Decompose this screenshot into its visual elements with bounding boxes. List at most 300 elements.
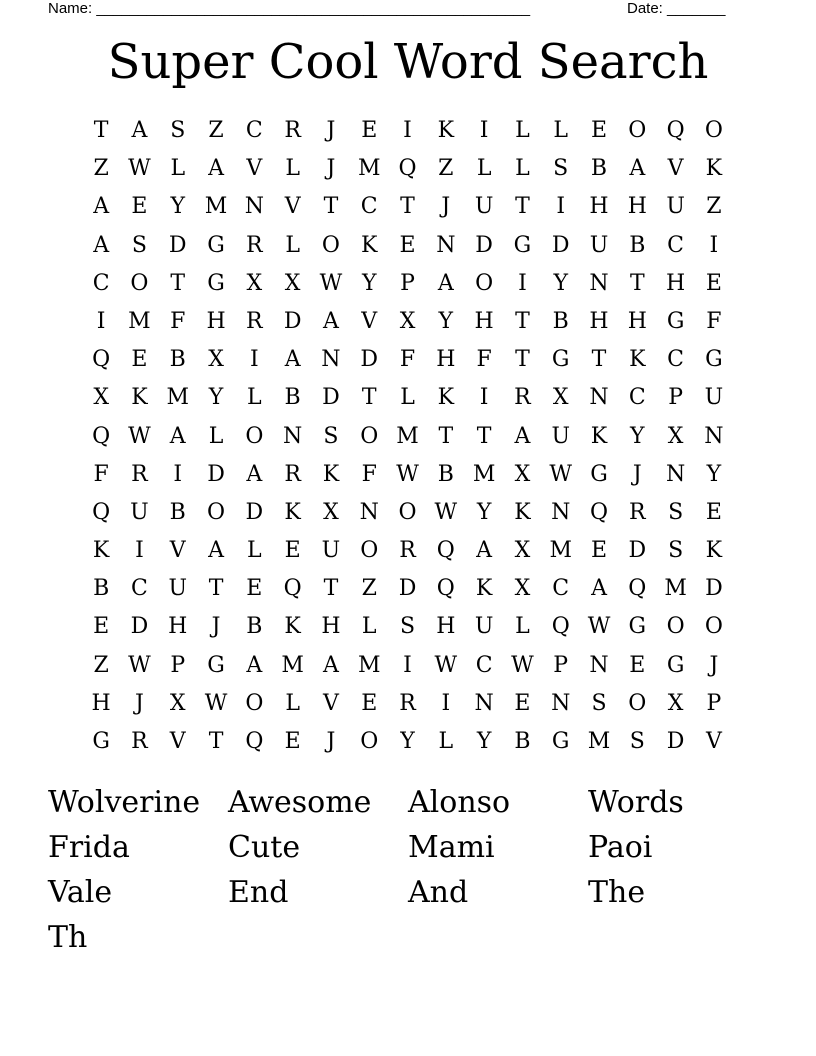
grid-cell: C bbox=[552, 576, 570, 602]
grid-cell: T bbox=[323, 576, 339, 602]
grid-cell: U bbox=[168, 576, 188, 602]
name-field: Name: ____________________________________________________ bbox=[48, 0, 531, 17]
grid-cell: M bbox=[549, 538, 572, 564]
grid-cell: R bbox=[246, 232, 263, 258]
grid-cell: D bbox=[628, 538, 647, 564]
grid-cell: G bbox=[513, 232, 532, 258]
grid-cell: I bbox=[441, 690, 451, 716]
grid-cell: H bbox=[589, 194, 609, 220]
grid-cell: J bbox=[326, 729, 336, 754]
grid-cell: T bbox=[208, 729, 224, 754]
grid-cell: N bbox=[436, 232, 456, 258]
grid-cell: N bbox=[551, 690, 571, 716]
grid-cell: I bbox=[479, 385, 489, 411]
grid-cell: E bbox=[705, 270, 722, 296]
word-list bbox=[48, 780, 768, 960]
grid-cell: Y bbox=[706, 461, 722, 487]
grid-cell: A bbox=[93, 194, 110, 220]
grid-cell: E bbox=[246, 576, 263, 602]
grid-cell: C bbox=[628, 385, 646, 411]
grid-cell: T bbox=[93, 118, 109, 143]
grid-cell: W bbox=[128, 423, 151, 449]
grid-cell: H bbox=[436, 347, 456, 373]
grid-cell: M bbox=[587, 729, 611, 754]
grid-cell: F bbox=[706, 308, 722, 334]
grid-cell: L bbox=[400, 385, 415, 411]
grid-cell: Q bbox=[436, 576, 455, 602]
grid-cell: V bbox=[705, 729, 722, 754]
grid-cell: M bbox=[281, 652, 304, 678]
grid-cell: A bbox=[169, 423, 186, 449]
word-list-item: Mami bbox=[408, 830, 495, 865]
grid-cell: J bbox=[441, 194, 451, 220]
grid-cell: U bbox=[130, 499, 149, 525]
grid-cell: D bbox=[398, 576, 417, 602]
grid-cell: W bbox=[587, 614, 611, 640]
grid-cell: K bbox=[629, 347, 646, 373]
grid-cell: D bbox=[551, 232, 570, 258]
page-title: Super Cool Word Search bbox=[107, 34, 709, 90]
grid-cell: A bbox=[322, 308, 339, 334]
grid-cell: D bbox=[245, 499, 264, 525]
grid-cell: H bbox=[321, 614, 341, 640]
grid-cell: Q bbox=[589, 499, 609, 525]
grid-cell: L bbox=[476, 156, 492, 182]
grid-cell: P bbox=[400, 270, 415, 296]
grid-cell: G bbox=[628, 614, 647, 640]
grid-cell: Q bbox=[551, 614, 570, 640]
grid-cell: T bbox=[323, 194, 339, 220]
grid-cell: E bbox=[705, 499, 722, 525]
grid-cell: H bbox=[474, 308, 494, 334]
grid-cell: X bbox=[514, 538, 531, 564]
grid-cell: Q bbox=[283, 576, 302, 602]
grid-cell: T bbox=[515, 347, 530, 373]
grid-cell: M bbox=[396, 423, 419, 449]
grid-cell: T bbox=[400, 194, 415, 220]
grid-cell: Y bbox=[400, 729, 415, 754]
grid-cell: Q bbox=[436, 538, 455, 564]
grid-cell: G bbox=[551, 347, 570, 373]
grid-cell: D bbox=[360, 347, 379, 373]
grid-cell: A bbox=[322, 652, 339, 678]
grid-cell: E bbox=[284, 729, 301, 754]
grid-cell: O bbox=[475, 270, 494, 296]
grid-cell: O bbox=[360, 423, 379, 449]
word-list-item: Th bbox=[48, 920, 88, 955]
grid-cell: T bbox=[629, 270, 645, 296]
grid-cell: E bbox=[93, 614, 110, 640]
grid-cell: L bbox=[285, 690, 300, 716]
grid-cell: L bbox=[361, 614, 377, 640]
grid-cell: M bbox=[472, 461, 496, 487]
word-list-item: Paoi bbox=[588, 830, 653, 865]
grid-cell: C bbox=[475, 652, 493, 678]
grid-cell: O bbox=[245, 690, 264, 716]
grid-cell: M bbox=[166, 385, 189, 411]
grid-cell: L bbox=[170, 156, 186, 182]
grid-cell: L bbox=[208, 423, 224, 449]
grid-cell: V bbox=[246, 156, 263, 182]
grid-cell: A bbox=[284, 347, 301, 373]
letter-grid bbox=[82, 112, 733, 761]
grid-cell: I bbox=[709, 232, 719, 258]
grid-cell: K bbox=[437, 118, 455, 143]
grid-cell: S bbox=[668, 538, 684, 564]
grid-cell: E bbox=[361, 690, 378, 716]
grid-cell: H bbox=[627, 194, 647, 220]
grid-cell: A bbox=[93, 232, 110, 258]
grid-cell: A bbox=[629, 156, 646, 182]
grid-cell: K bbox=[284, 614, 301, 640]
grid-cell: A bbox=[131, 118, 148, 143]
grid-cell: J bbox=[326, 118, 336, 143]
grid-cell: W bbox=[434, 652, 458, 678]
grid-cell: D bbox=[322, 385, 340, 411]
grid-cell: E bbox=[131, 347, 148, 373]
grid-cell: P bbox=[706, 690, 722, 716]
grid-cell: H bbox=[436, 614, 456, 640]
grid-cell: L bbox=[285, 156, 300, 182]
grid-cell: H bbox=[627, 308, 647, 334]
word-list-item: Alonso bbox=[408, 785, 511, 820]
grid-cell: H bbox=[666, 270, 686, 296]
grid-cell: G bbox=[666, 652, 685, 678]
grid-cell: I bbox=[403, 652, 412, 678]
grid-cell: N bbox=[244, 194, 264, 220]
grid-cell: X bbox=[93, 385, 109, 411]
grid-cell: Y bbox=[630, 423, 645, 449]
grid-cell: I bbox=[173, 461, 183, 487]
grid-cell: S bbox=[591, 690, 607, 716]
word-list-item: Vale bbox=[48, 875, 113, 910]
grid-cell: W bbox=[396, 461, 419, 487]
grid-cell: G bbox=[551, 729, 570, 754]
grid-cell: T bbox=[515, 308, 530, 334]
grid-cell: G bbox=[666, 308, 685, 334]
grid-cell: W bbox=[434, 499, 458, 525]
grid-cell: T bbox=[476, 423, 492, 449]
grid-cell: L bbox=[515, 156, 530, 182]
grid-cell: G bbox=[207, 652, 225, 678]
grid-cell: Z bbox=[438, 156, 454, 182]
grid-cell: S bbox=[668, 499, 684, 525]
grid-cell: K bbox=[322, 461, 340, 487]
grid-cell: M bbox=[357, 652, 381, 678]
grid-cell: N bbox=[321, 347, 341, 373]
grid-cell: L bbox=[438, 729, 454, 754]
grid-cell: Q bbox=[92, 423, 111, 449]
grid-cell: M bbox=[128, 308, 151, 334]
grid-cell: J bbox=[632, 461, 642, 487]
grid-cell: T bbox=[515, 194, 530, 220]
grid-cell: J bbox=[135, 690, 144, 716]
grid-cell: V bbox=[169, 538, 186, 564]
grid-cell: I bbox=[96, 308, 106, 334]
grid-cell: E bbox=[399, 232, 416, 258]
grid-cell: K bbox=[284, 499, 301, 525]
grid-cell: H bbox=[206, 308, 226, 334]
grid-cell: N bbox=[665, 461, 686, 487]
grid-cell: D bbox=[666, 729, 685, 754]
grid-cell: T bbox=[361, 385, 377, 411]
grid-cell: O bbox=[360, 729, 379, 754]
grid-cell: E bbox=[131, 194, 148, 220]
grid-cell: W bbox=[204, 690, 228, 716]
grid-cell: T bbox=[208, 576, 224, 602]
grid-cell: O bbox=[704, 614, 723, 640]
grid-cell: A bbox=[208, 156, 224, 182]
grid-cell: L bbox=[285, 232, 300, 258]
word-list-item: And bbox=[408, 875, 469, 910]
grid-cell: N bbox=[474, 690, 494, 716]
grid-cell: F bbox=[93, 461, 109, 487]
grid-cell: J bbox=[211, 614, 221, 640]
grid-cell: K bbox=[92, 538, 110, 564]
grid-cell: R bbox=[399, 538, 416, 564]
grid-cell: X bbox=[323, 499, 339, 525]
grid-cell: W bbox=[511, 652, 534, 678]
grid-cell: N bbox=[359, 499, 379, 525]
grid-cell: B bbox=[246, 614, 263, 640]
grid-cell: O bbox=[207, 499, 226, 525]
grid-cell: I bbox=[518, 270, 527, 296]
grid-cell: F bbox=[361, 461, 377, 487]
grid-cell: K bbox=[361, 232, 378, 258]
grid-cell: C bbox=[92, 270, 110, 296]
grid-cell: C bbox=[667, 232, 685, 258]
grid-cell: Q bbox=[666, 118, 685, 143]
grid-cell: K bbox=[514, 499, 531, 525]
grid-cell: L bbox=[515, 118, 530, 143]
grid-cell: I bbox=[479, 118, 489, 143]
grid-cell: R bbox=[131, 729, 148, 754]
grid-cell: O bbox=[360, 538, 379, 564]
grid-cell: Z bbox=[361, 576, 377, 602]
grid-cell: X bbox=[169, 690, 186, 716]
grid-cell: X bbox=[514, 461, 531, 487]
grid-cell: O bbox=[398, 499, 417, 525]
grid-cell: K bbox=[705, 156, 723, 182]
grid-cell: D bbox=[168, 232, 187, 258]
grid-cell: H bbox=[589, 308, 609, 334]
grid-cell: O bbox=[321, 232, 340, 258]
worksheet-header bbox=[48, 0, 740, 20]
grid-cell: G bbox=[92, 729, 110, 754]
grid-cell: L bbox=[247, 385, 262, 411]
grid-cell: O bbox=[130, 270, 149, 296]
grid-cell: N bbox=[283, 423, 303, 449]
grid-cell: G bbox=[207, 232, 225, 258]
grid-cell: L bbox=[247, 538, 262, 564]
grid-cell: K bbox=[437, 385, 455, 411]
grid-cell: R bbox=[131, 461, 148, 487]
grid-cell: B bbox=[169, 347, 186, 373]
grid-cell: Y bbox=[170, 194, 185, 220]
grid-cell: S bbox=[323, 423, 339, 449]
grid-cell: J bbox=[709, 652, 719, 678]
grid-cell: U bbox=[551, 423, 570, 449]
grid-cell: H bbox=[91, 690, 111, 716]
grid-cell: X bbox=[208, 347, 224, 373]
grid-cell: S bbox=[170, 118, 186, 143]
grid-cell: R bbox=[284, 461, 301, 487]
grid-cell: C bbox=[667, 347, 685, 373]
grid-cell: K bbox=[705, 538, 723, 564]
grid-cell: G bbox=[207, 270, 225, 296]
grid-cell: B bbox=[169, 499, 186, 525]
word-list-item: The bbox=[588, 875, 646, 910]
grid-cell: W bbox=[319, 270, 343, 296]
grid-cell: G bbox=[705, 347, 723, 373]
grid-cell: E bbox=[514, 690, 531, 716]
grid-cell: Q bbox=[92, 499, 111, 525]
grid-cell: Q bbox=[628, 576, 647, 602]
grid-cell: B bbox=[284, 385, 301, 411]
grid-cell: O bbox=[628, 118, 647, 143]
grid-cell: Z bbox=[93, 156, 109, 182]
grid-cell: E bbox=[361, 118, 378, 143]
grid-cell: L bbox=[553, 118, 569, 143]
grid-cell: B bbox=[437, 461, 454, 487]
grid-cell: X bbox=[284, 270, 301, 296]
grid-cell: A bbox=[591, 576, 607, 602]
grid-cell: V bbox=[667, 156, 684, 182]
word-list-item: Words bbox=[588, 785, 684, 820]
grid-cell: K bbox=[475, 576, 493, 602]
grid-cell: P bbox=[170, 652, 186, 678]
grid-cell: I bbox=[249, 347, 259, 373]
grid-cell: C bbox=[131, 576, 148, 602]
grid-cell: C bbox=[360, 194, 378, 220]
grid-cell: T bbox=[438, 423, 454, 449]
grid-cell: G bbox=[590, 461, 608, 487]
grid-cell: A bbox=[437, 270, 454, 296]
word-list-item: Awesome bbox=[228, 785, 372, 820]
grid-cell: R bbox=[246, 308, 263, 334]
grid-cell: F bbox=[170, 308, 186, 334]
grid-cell: A bbox=[246, 652, 263, 678]
date-field: Date: _______ bbox=[627, 0, 726, 17]
word-list-item: End bbox=[228, 875, 289, 910]
grid-cell: W bbox=[128, 652, 151, 678]
grid-cell: V bbox=[322, 690, 339, 716]
grid-cell: Z bbox=[706, 194, 722, 220]
grid-cell: Q bbox=[245, 729, 264, 754]
grid-cell: S bbox=[553, 156, 569, 182]
grid-cell: D bbox=[130, 614, 149, 640]
grid-cell: R bbox=[399, 690, 416, 716]
grid-cell: T bbox=[591, 347, 607, 373]
grid-cell: D bbox=[705, 576, 723, 602]
grid-cell: E bbox=[590, 118, 608, 143]
grid-cell: T bbox=[170, 270, 186, 296]
grid-cell: Y bbox=[553, 270, 568, 296]
grid-cell: B bbox=[629, 232, 646, 258]
grid-cell: Z bbox=[208, 118, 224, 143]
grid-cell: X bbox=[399, 308, 416, 334]
grid-cell: F bbox=[476, 347, 492, 373]
grid-cell: Y bbox=[476, 729, 492, 754]
grid-cell: N bbox=[704, 423, 724, 449]
grid-cell: D bbox=[475, 232, 493, 258]
grid-cell: X bbox=[667, 423, 684, 449]
grid-cell: S bbox=[399, 614, 416, 640]
grid-cell: H bbox=[168, 614, 188, 640]
grid-cell: R bbox=[284, 118, 301, 143]
grid-cell: P bbox=[668, 385, 683, 411]
grid-cell: S bbox=[629, 729, 645, 754]
grid-cell: U bbox=[704, 385, 724, 411]
grid-cell: D bbox=[207, 461, 225, 487]
grid-cell: N bbox=[551, 499, 571, 525]
grid-cell: D bbox=[283, 308, 302, 334]
grid-cell: C bbox=[245, 118, 263, 143]
grid-cell: L bbox=[515, 614, 530, 640]
grid-cell: Q bbox=[398, 156, 417, 182]
grid-cell: I bbox=[556, 194, 566, 220]
grid-cell: O bbox=[628, 690, 647, 716]
grid-cell: X bbox=[514, 576, 531, 602]
grid-cell: Y bbox=[476, 499, 492, 525]
word-list-item: Wolverine bbox=[48, 785, 201, 820]
grid-cell: X bbox=[667, 690, 684, 716]
grid-cell: I bbox=[135, 538, 144, 564]
grid-cell: Y bbox=[208, 385, 224, 411]
grid-cell: A bbox=[246, 461, 263, 487]
grid-cell: A bbox=[514, 423, 531, 449]
grid-cell: P bbox=[553, 652, 569, 678]
grid-cell: M bbox=[204, 194, 228, 220]
grid-cell: X bbox=[552, 385, 569, 411]
grid-cell: N bbox=[589, 270, 609, 296]
grid-cell: E bbox=[284, 538, 301, 564]
grid-cell: B bbox=[552, 308, 569, 334]
grid-cell: F bbox=[399, 347, 416, 373]
grid-cell: Z bbox=[93, 652, 109, 678]
grid-cell: J bbox=[326, 156, 336, 182]
grid-cell: O bbox=[245, 423, 264, 449]
word-list-item: Frida bbox=[48, 830, 130, 865]
grid-cell: O bbox=[704, 118, 723, 143]
grid-cell: U bbox=[666, 194, 685, 220]
grid-cell: N bbox=[589, 652, 609, 678]
grid-cell: I bbox=[403, 118, 412, 143]
grid-cell: O bbox=[666, 614, 685, 640]
grid-cell: B bbox=[514, 729, 531, 754]
grid-cell: B bbox=[93, 576, 110, 602]
grid-cell: E bbox=[629, 652, 646, 678]
grid-cell: A bbox=[476, 538, 493, 564]
grid-cell: V bbox=[284, 194, 301, 220]
grid-cell: U bbox=[321, 538, 341, 564]
grid-cell: U bbox=[589, 232, 609, 258]
grid-cell: V bbox=[169, 729, 186, 754]
grid-cell: Y bbox=[438, 308, 454, 334]
grid-cell: U bbox=[474, 614, 494, 640]
grid-cell: Q bbox=[92, 347, 111, 373]
grid-cell: K bbox=[131, 385, 148, 411]
grid-cell: V bbox=[361, 308, 378, 334]
grid-cell: R bbox=[629, 499, 646, 525]
grid-cell: U bbox=[474, 194, 494, 220]
grid-cell: W bbox=[549, 461, 573, 487]
grid-cell: W bbox=[128, 156, 151, 182]
grid-cell: Y bbox=[361, 270, 377, 296]
grid-cell: N bbox=[589, 385, 609, 411]
grid-cell: A bbox=[208, 538, 224, 564]
grid-cell: S bbox=[131, 232, 147, 258]
